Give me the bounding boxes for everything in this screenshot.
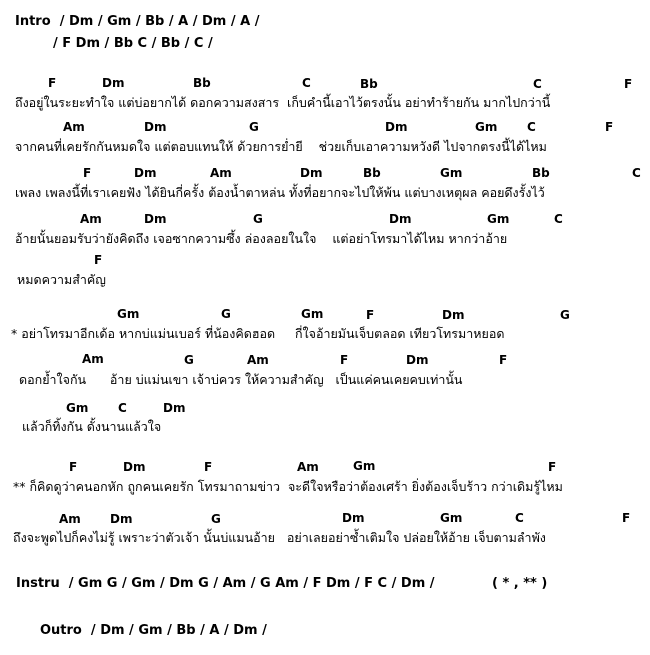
- outro-line: Outro / Dm / Gm / Bb / A / Dm /: [40, 623, 267, 638]
- chord: C: [118, 401, 127, 415]
- chord: G: [211, 512, 221, 526]
- chord: Am: [82, 352, 104, 366]
- chord: F: [83, 166, 92, 180]
- chord: Gm: [353, 459, 376, 473]
- chord: Gm: [440, 166, 463, 180]
- chord: F: [366, 308, 375, 322]
- chord: G: [249, 120, 259, 134]
- lyric-line: อ้ายนั้นยอมรับว่ายังคิดถึง เจอซากความซึ้ง ล่องลอยในใจ แต่อย่าโทรมาได้ไหม หากว่าอ้าย: [15, 231, 508, 246]
- chord: Gm: [440, 511, 463, 525]
- chord: Dm: [144, 212, 167, 226]
- chord: Gm: [117, 307, 140, 321]
- chord: F: [94, 253, 103, 267]
- chord: Gm: [475, 120, 498, 134]
- chord: Dm: [123, 460, 146, 474]
- chord: Dm: [144, 120, 167, 134]
- lyric-line: จากคนที่เคยรักกันหมดใจ แต่ตอบแทนให้ ด้วยการย่ำยี ช่วยเก็บเอาความหวังดี ไปจากตรงนี้ได้ไหม: [15, 139, 547, 154]
- instru-note: ( * , ** ): [492, 576, 548, 591]
- chord: C: [302, 76, 311, 90]
- chord: Dm: [389, 212, 412, 226]
- chord: Dm: [442, 308, 465, 322]
- chord: G: [253, 212, 263, 226]
- instru-line: Instru / Gm G / Gm / Dm G / Am / G Am / F Dm / F C / Dm /: [16, 576, 435, 591]
- chord: Am: [63, 120, 85, 134]
- chord: G: [184, 353, 194, 367]
- chord: Dm: [300, 166, 323, 180]
- chord: Gm: [301, 307, 324, 321]
- lyric-line: ** ก็คิดดูว่าคนอกหัก ถูกคนเคยรัก โทรมาถามข่าว จะดีใจหรือว่าต้องเศร้า ยิ่งต้องเจ็บร้าว กว่าเดิมรู้ไหม: [13, 479, 563, 494]
- chord: G: [560, 308, 570, 322]
- chord: F: [48, 76, 57, 90]
- chord: Dm: [102, 76, 125, 90]
- chord: Gm: [66, 401, 89, 415]
- intro-line-2: / F Dm / Bb C / Bb / C /: [53, 36, 213, 51]
- chord: C: [527, 120, 536, 134]
- chord: Dm: [406, 353, 429, 367]
- chord: Am: [247, 353, 269, 367]
- chord: Am: [210, 166, 232, 180]
- lyric-line: ถึงจะพูดไปก็คงไม่รู้ เพราะว่าตัวเจ้า นั้นบ่แมนอ้าย อย่าเลยอย่าซ้ำเติมใจ ปล่อยให้อ้าย เจ็บตามลำพัง: [13, 530, 546, 545]
- lyric-line: หมดความสำคัญ: [17, 272, 106, 287]
- chord: Dm: [163, 401, 186, 415]
- chord: F: [624, 77, 633, 91]
- chord: F: [622, 511, 631, 525]
- lyric-line: * อย่าโทรมาอีกเด้อ หากบ่แม่นเบอร์ ที่น้องคิดฮอด กี่ใจอ้ายมันเจ็บตลอด เทียวโทรมาหยอด: [11, 326, 505, 341]
- chord: F: [204, 460, 213, 474]
- chord: Dm: [134, 166, 157, 180]
- chord: F: [548, 460, 557, 474]
- chord: Bb: [360, 77, 378, 91]
- chord: C: [533, 77, 542, 91]
- chord: Am: [297, 460, 319, 474]
- lyric-line: แล้วก็ทิ้งกัน ดั้งนานแล้วใจ: [22, 419, 162, 434]
- chord: Gm: [487, 212, 510, 226]
- chord: Dm: [385, 120, 408, 134]
- chord: F: [69, 460, 78, 474]
- chord: Am: [59, 512, 81, 526]
- chord: Dm: [110, 512, 133, 526]
- lyric-line: เพลง เพลงนี้ที่เราเคยฟัง ได้ยินกี่ครั้ง ต้องน้ำตาหล่น ทั้งที่อยากจะไปให้พ้น แต่บางเหตุผล คอยดึงรั้งไว้: [15, 185, 545, 200]
- chord: Bb: [532, 166, 550, 180]
- chord: Bb: [193, 76, 211, 90]
- chord: F: [340, 353, 349, 367]
- chord: F: [605, 120, 614, 134]
- lyric-line: ดอกย้ำใจกัน อ้าย บ่แม่นเขา เจ้าบ่ควร ให้ความสำคัญ เป็นแค่คนเคยคบเท่านั้น: [19, 372, 463, 387]
- intro-line-1: Intro / Dm / Gm / Bb / A / Dm / A /: [15, 14, 260, 29]
- chord: C: [632, 166, 641, 180]
- chord: Bb: [363, 166, 381, 180]
- chord: G: [221, 307, 231, 321]
- chord: Dm: [342, 511, 365, 525]
- chord: C: [554, 212, 563, 226]
- chord: Am: [80, 212, 102, 226]
- chord: F: [499, 353, 508, 367]
- lyric-line: ถึงอยู่ในระยะทำใจ แต่บ่อยากได้ ดอกความสงสาร เก็บคำนี้เอาไว้ตรงนั้น อย่าทำร้ายกัน มากไปกว่านี้: [15, 95, 551, 110]
- chord: C: [515, 511, 524, 525]
